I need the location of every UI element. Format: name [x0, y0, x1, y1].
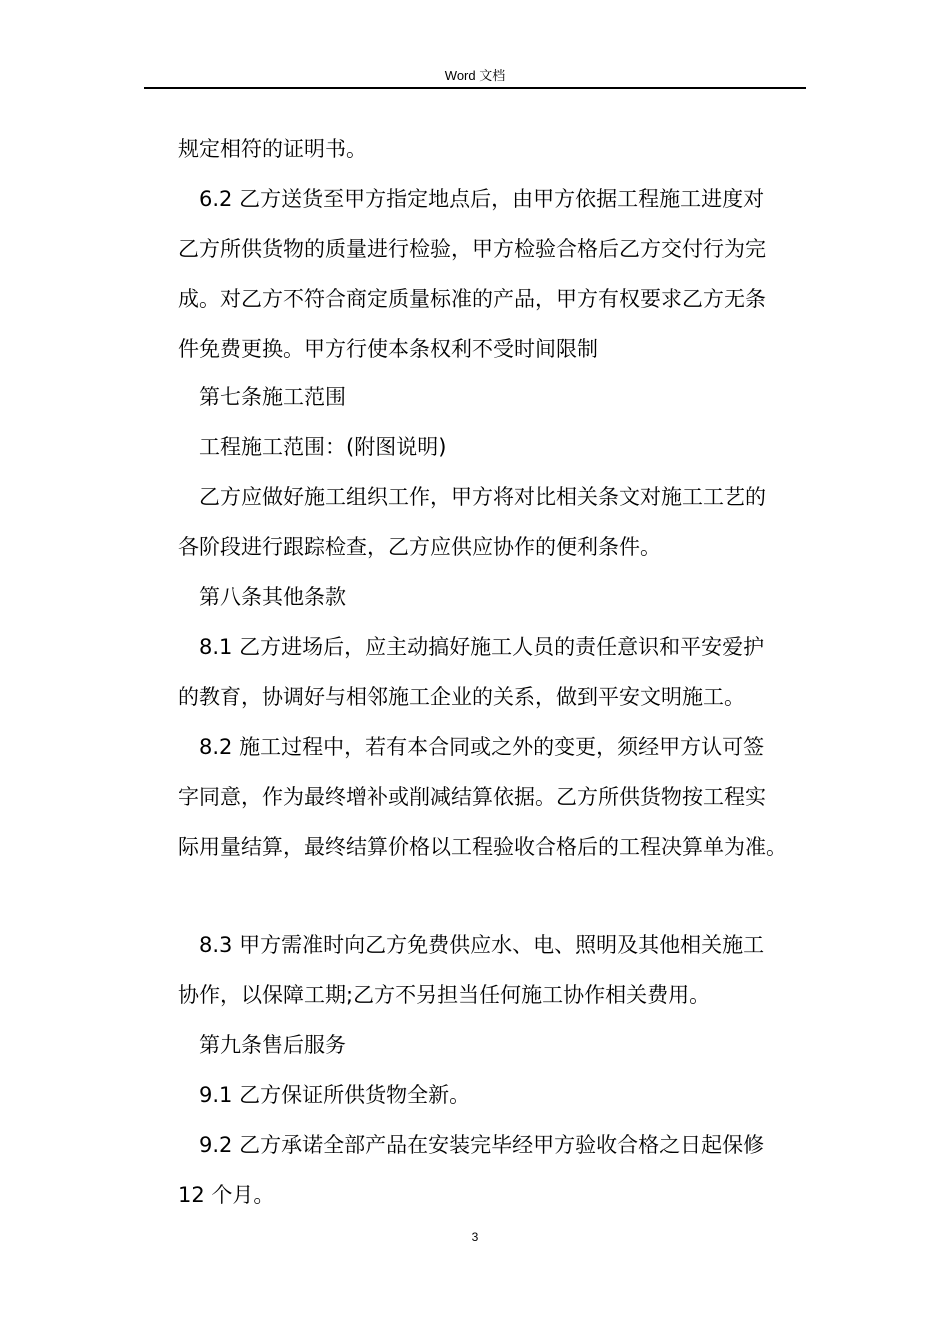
section-heading: 第八条其他条款	[199, 585, 346, 609]
text-line: 协作，以保障工期;乙方不另担当任何施工协作相关费用。	[178, 983, 711, 1007]
section-heading: 第九条售后服务	[199, 1033, 346, 1057]
text-line: 9.1 乙方保证所供货物全新。	[199, 1083, 471, 1107]
text-line: 字同意，作为最终增补或削减结算依据。乙方所供货物按工程实	[178, 785, 766, 809]
text-line: 际用量结算，最终结算价格以工程验收合格后的工程决算单为准。	[178, 835, 787, 859]
text-line: 乙方所供货物的质量进行检验，甲方检验合格后乙方交付行为完	[178, 237, 766, 261]
text-line: 各阶段进行跟踪检查，乙方应供应协作的便利条件。	[178, 535, 661, 559]
page-number: 3	[471, 1230, 479, 1244]
text-line: 8.3 甲方需准时向乙方免费供应水、电、照明及其他相关施工	[199, 933, 765, 957]
text-line: 规定相符的证明书。	[178, 137, 367, 161]
text-line: 的教育，协调好与相邻施工企业的关系，做到平安文明施工。	[178, 685, 745, 709]
text-line: 乙方应做好施工组织工作，甲方将对比相关条文对施工工艺的	[199, 485, 766, 509]
header-rule	[144, 87, 806, 89]
text-line: 8.2 施工过程中，若有本合同或之外的变更，须经甲方认可签	[199, 735, 765, 759]
text-line: 工程施工范围：(附图说明)	[199, 435, 447, 459]
text-line: 成。对乙方不符合商定质量标准的产品，甲方有权要求乙方无条	[178, 287, 766, 311]
text-line: 12 个月。	[178, 1183, 275, 1207]
text-line: 9.2 乙方承诺全部产品在安装完毕经甲方验收合格之日起保修	[199, 1133, 765, 1157]
section-heading: 第七条施工范围	[199, 385, 346, 409]
text-line: 6.2 乙方送货至甲方指定地点后，由甲方依据工程施工进度对	[199, 187, 765, 211]
text-line: 8.1 乙方进场后，应主动搞好施工人员的责任意识和平安爱护	[199, 635, 765, 659]
text-line: 件免费更换。甲方行使本条权利不受时间限制	[178, 337, 598, 361]
header-title: Word 文档	[444, 68, 506, 83]
